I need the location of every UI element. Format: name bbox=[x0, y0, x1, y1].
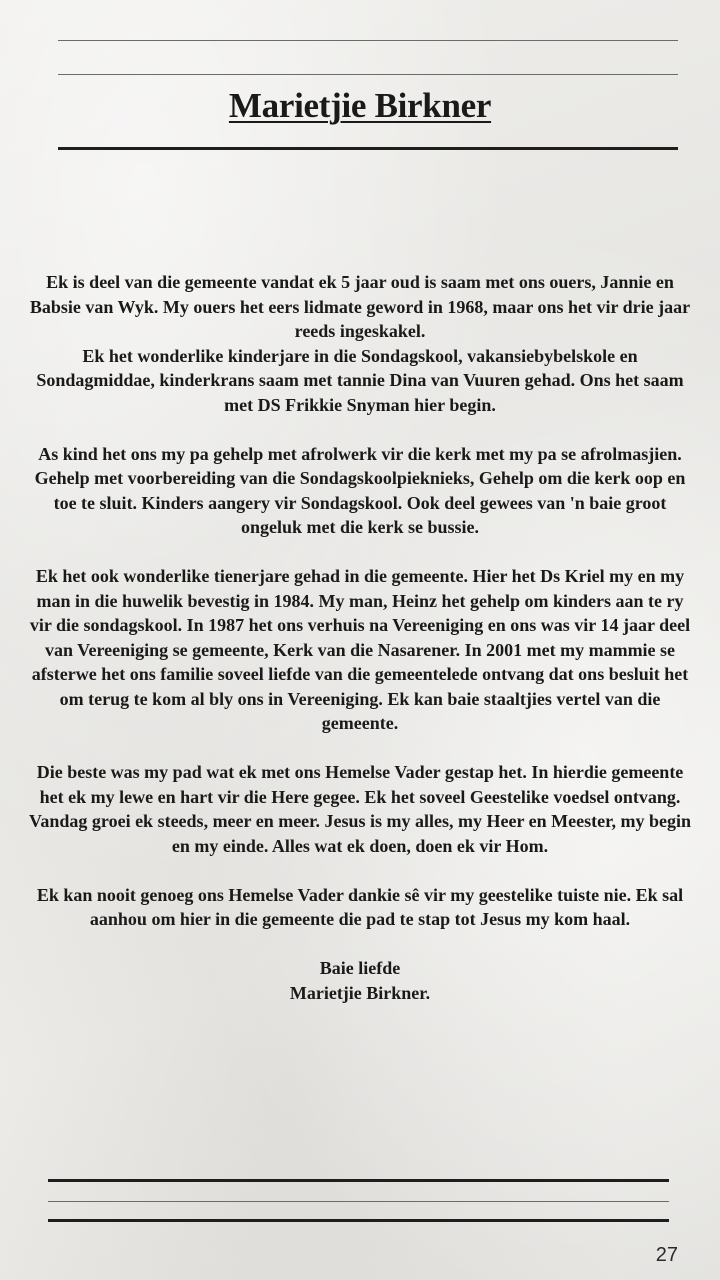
closing-line: Baie liefde bbox=[319, 958, 401, 978]
paragraph-6: Ek kan nooit genoeg ons Hemelse Vader dankie sê vir my geestelike tuiste nie. Ek sal aanhou om hier in die gemeente die pad te stap tot Jesus my kom haal. bbox=[36, 884, 684, 929]
signature: Marietjie Birkner. bbox=[289, 982, 431, 1003]
top-divider-1 bbox=[58, 40, 678, 41]
paragraph-4: Ek het ook wonderlike tienerjare gehad in die gemeente. Hier het Ds Kriel my en my man in die huwelik bevestig in 1984. My man, Heinz het gehelp om kinders aan te ry vir die sondagskool. In 1987 het ons verhuis na Vereeniging en ons was vir 14 jaar deel van Vereeniging se gemeente, Kerk van die Nasarener. In 2001 met my mammie se afsterwe het ons familie soveel liefde van die gemeentelede ontvang dat ons besluit het om terug te kom al bly ons in Vereeniging. Ek kan baie staaltjies vertel van die gemeente. bbox=[29, 566, 691, 733]
bottom-divider-1 bbox=[48, 1179, 669, 1182]
paragraph-2: Ek het wonderlike kinderjare in die Sondagskool, vakansiebybelskole en Sondagmiddae, kinderkrans saam met tannie Dina van Vuuren gehad. Ons het saam met DS Frikkie Snyman hier begin. bbox=[36, 345, 684, 415]
bottom-divider-3 bbox=[48, 1219, 669, 1222]
page-number: 27 bbox=[655, 1244, 678, 1266]
paragraph-3: As kind het ons my pa gehelp met afrolwerk vir die kerk met my pa se afrolmasjien. Gehelp met voorbereiding van die Sondagskoolpieknieks, Gehelp om die kerk oop en toe te sluit. Kinders aangery vir Sondagskool. Ook deel gewees van 'n baie groot ongeluk met die kerk se bussie. bbox=[34, 443, 686, 537]
page-title: Marietjie Birkner bbox=[228, 86, 492, 125]
bottom-divider-2 bbox=[48, 1201, 669, 1202]
top-divider-2 bbox=[58, 74, 678, 75]
letter-body bbox=[24, 270, 696, 1005]
paragraph-5: Die beste was my pad wat ek met ons Hemelse Vader gestap het. In hierdie gemeente het ek my lewe en hart vir die Here gegee. Ek het soveel Geestelike voedsel ontvang. Vandag groei ek steeds, meer en meer. Jesus is my alles, my Heer en Meester, my begin en my einde. Alles wat ek doen, doen ek vir Hom. bbox=[29, 762, 691, 856]
title-divider bbox=[58, 147, 678, 150]
paragraph-1: Ek is deel van die gemeente vandat ek 5 jaar oud is saam met ons ouers, Jannie en Babsie van Wyk. My ouers het eers lidmate geword in 1968, maar ons het vir drie jaar reeds ingeskakel. bbox=[29, 272, 691, 341]
